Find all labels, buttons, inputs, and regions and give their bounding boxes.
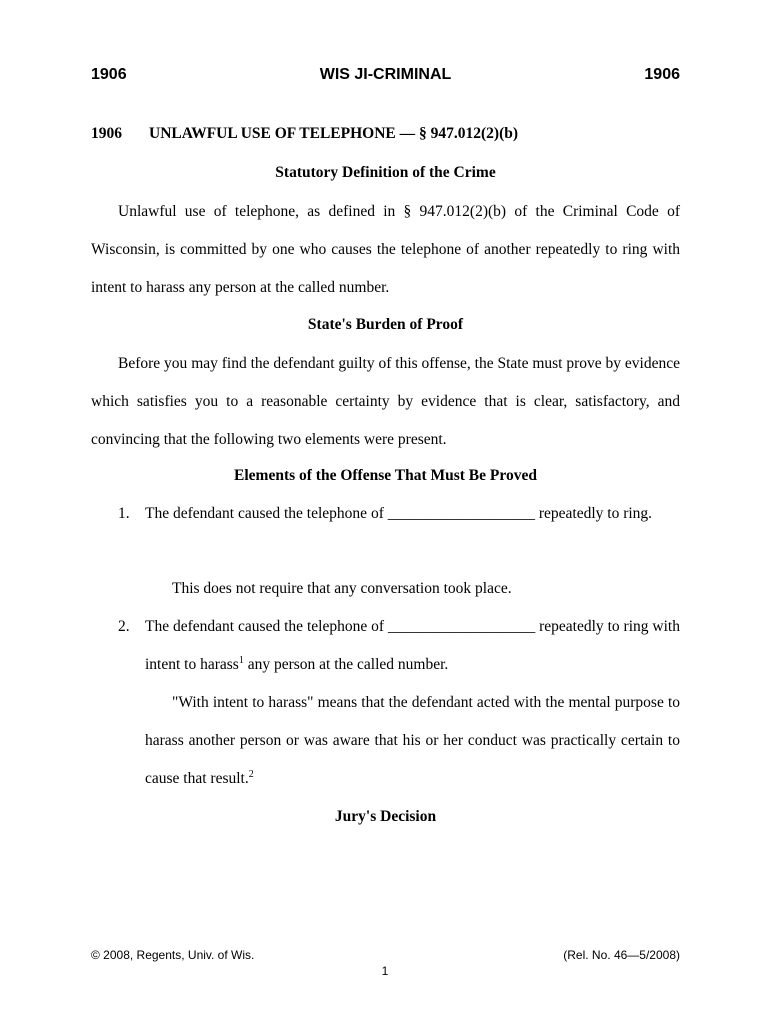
element-number: 1.	[118, 505, 130, 522]
element-note-2	[145, 684, 680, 798]
header-right: 1906	[644, 66, 680, 83]
element-text-before: The defendant caused the telephone of ___________________ repeatedly to ring with intent to harass	[145, 618, 680, 673]
statutory-heading: Statutory Definition of the Crime	[275, 164, 496, 181]
element-item-1	[118, 495, 680, 533]
running-header	[91, 66, 680, 90]
header-center: WIS JI-CRIMINAL	[319, 66, 452, 83]
footer-release: (Rel. No. 46—5/2008)	[563, 948, 680, 962]
element-note-1: This does not require that any conversation took place.	[172, 580, 512, 597]
statutory-paragraph: Unlawful use of telephone, as defined in § 947.012(2)(b) of the Criminal Code of Wisconsin, is committed by one who causes the telephone of another repeatedly to ring with intent to harass any person at the called number.	[91, 203, 680, 296]
elements-heading: Elements of the Offense That Must Be Proved	[234, 467, 537, 484]
burden-heading: State's Burden of Proof	[307, 316, 464, 333]
element-number: 2.	[118, 618, 130, 635]
element-text-after: any person at the called number.	[243, 656, 449, 673]
footnote-ref[interactable]: 1	[238, 654, 244, 666]
instruction-title	[91, 125, 680, 143]
element-text: The defendant caused the telephone of ___________________ repeatedly to ring.	[145, 505, 653, 522]
element-item-2	[118, 608, 680, 684]
burden-paragraph: Before you may find the defendant guilty of this offense, the State must prove by evidence which satisfies you to a reasonable certainty by evidence that is clear, satisfactory, and convincing that the following two elements were present.	[91, 355, 680, 448]
jury-heading: Jury's Decision	[334, 808, 437, 825]
header-left: 1906	[91, 66, 127, 83]
element-text	[145, 608, 680, 684]
footnote-ref[interactable]: 2	[248, 768, 254, 780]
element-note-text: "With intent to harass" means that the defendant acted with the mental purpose to harass another person or was aware that his or her conduct was practically certain to cause that result.	[145, 694, 680, 787]
page-footer	[91, 948, 680, 964]
title-text: UNLAWFUL USE OF TELEPHONE — § 947.012(2)(b)	[149, 125, 519, 142]
title-number: 1906	[91, 125, 122, 142]
footer-copyright: © 2008, Regents, Univ. of Wis.	[91, 948, 255, 962]
page-number: 1	[381, 964, 389, 978]
